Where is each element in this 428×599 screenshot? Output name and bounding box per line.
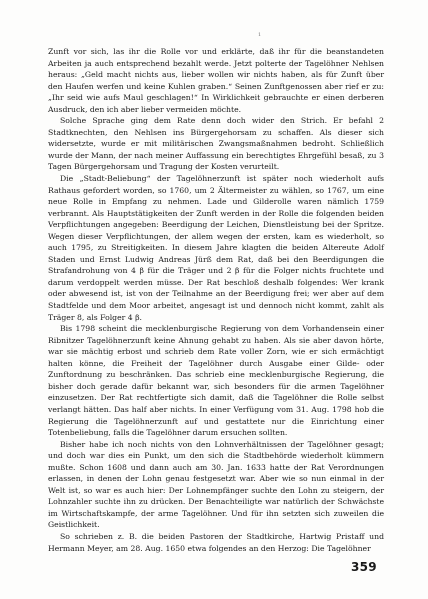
paragraph: Solche Sprache ging dem Rate denn doch wider den Strich. Er befahl 2 Stadtknechten, den Nehlsen ins Bürgergehorsam zu schaffen. Als dieser sich widersetzte, wurde er mit militärischen Zwangsmaßnahmen bedroht. Schließlich wurde der Mann, der nach meiner Auffassung ein berechtigtes Ehrgefühl besaß, zu 3 Tagen Bürgergehorsam und Tragung der Kosten verurteilt. [48,116,384,172]
paragraph: Bis 1798 scheint die mecklenburgische Regierung von dem Vorhandensein einer Ribnitzer Tagelöhnerzunft keine Ahnung gehabt zu haben. Als sie aber davon hörte, war sie mächtig erbost und schrieb dem Rate voller Zorn, wie er sich ermächtigt halten könne, die Freiheit der Tagelöhner durch Ausgabe einer Gilde- oder Zunftordnung zu beschränken. Das schrieb eine mecklenburgische Regierung, die bisher doch gerade dafür bekannt war, sich besonders für die armen Tagelöhner einzusetzen. Der Rat rechtfertigte sich damit, daß die Tagelöhner die Rolle selbst verlangt hätten. Das half aber nichts. In einer Verfügung vom 31. Aug. 1798 hob die Regierung die Tagelöhnerzunft auf und gestattete nur die Einrichtung einer Totenbeliebung, falls die Tagelöhner darum ersuchen sollten. [48,324,384,438]
paragraph: Die „Stadt-Beliebung“ der Tagelöhnerzunft ist später noch wiederholt aufs Rathaus gefordert worden, so 1760, um 2 Ältermeister zu wählen, so 1767, um eine neue Rolle in Empfang zu nehmen. Lade und Gilderolle waren nämlich 1759 verbrannt. Als Hauptstätigkeiten der Zunft werden in der Rolle die folgenden beiden Verpflichtungen angegeben: Beerdigung der Leichen, Dienstleistung bei der Spritze. Wegen dieser Verpflichtungen, der allem wegen der ersten, kam es wiederholt, so auch 1795, zu Streitigkeiten. In diesem Jahre klagten die beiden Altereute Adolf Staden und Ernst Ludwig Andreas Jürß dem Rat, daß bei den Beerdigungen die Strafandrohung von 4 β für die Träger und 2 β für die Folger nichts fruchtete und darum verdoppelt werden müsse. Der Rat beschloß deshalb folgendes: Wer krank oder abwesend ist, ist von der Teilnahme an der Beerdigung frei; wer aber auf dem Stadtfelde und dem Moor arbeitet, angesagt ist und dennoch nicht kommt, zahlt als Träger 8, als Folger 4 β. [48,174,384,322]
signature-mark: 1 [258,32,262,38]
body-text [48,46,384,554]
paragraph: Bisher habe ich noch nichts von den Lohnverhältnissen der Tagelöhner gesagt; und doch war dies ein Punkt, um den sich die Stadtbehörde wiederholt kümmern mußte. Schon 1608 und dann auch am 30. Jan. 1633 hatte der Rat Verordnungen erlassen, in denen der Lohn genau festgesetzt war. Aber wie so nun einmal in der Welt ist, so war es auch hier: Der Lohnempfänger suchte den Lohn zu steigern, der Lohnzahler suchte ihn zu drücken. Der Benachteiligte war natürlich der Schwächste im Wirtschaftskampfe, der arme Tagelöhner. Und für ihn setzten sich zuweilen die Geistlichkeit. [48,439,384,530]
paragraph: Zunft vor sich, las ihr die Rolle vor und erklärte, daß ihr für die beanstandeten Arbeiten ja auch entsprechend bezahlt werde. Jetzt polterte der Tagelöhner Nehlsen heraus: „Geld macht nichts aus, lieber wollen wir nichts haben, als für Zunft über den Haufen werfen und keine Kuhlen graben.“ Seinen Zunftgenossen aber rief er zu: „Ihr seid wie aufs Maul geschlagen!“ In Wirklichkeit gebrauchte er einen derberen Ausdruck, den ich aber lieber vermeiden möchte. [48,47,384,114]
paragraph: So schrieben z. B. die beiden Pastoren der Stadtkirche, Hartwig Pristaff und Hermann Meyer, am 28. Aug. 1650 etwa folgendes an den Herzog: Die Tagelöhner [48,531,384,553]
page-number: 359 [351,560,377,574]
